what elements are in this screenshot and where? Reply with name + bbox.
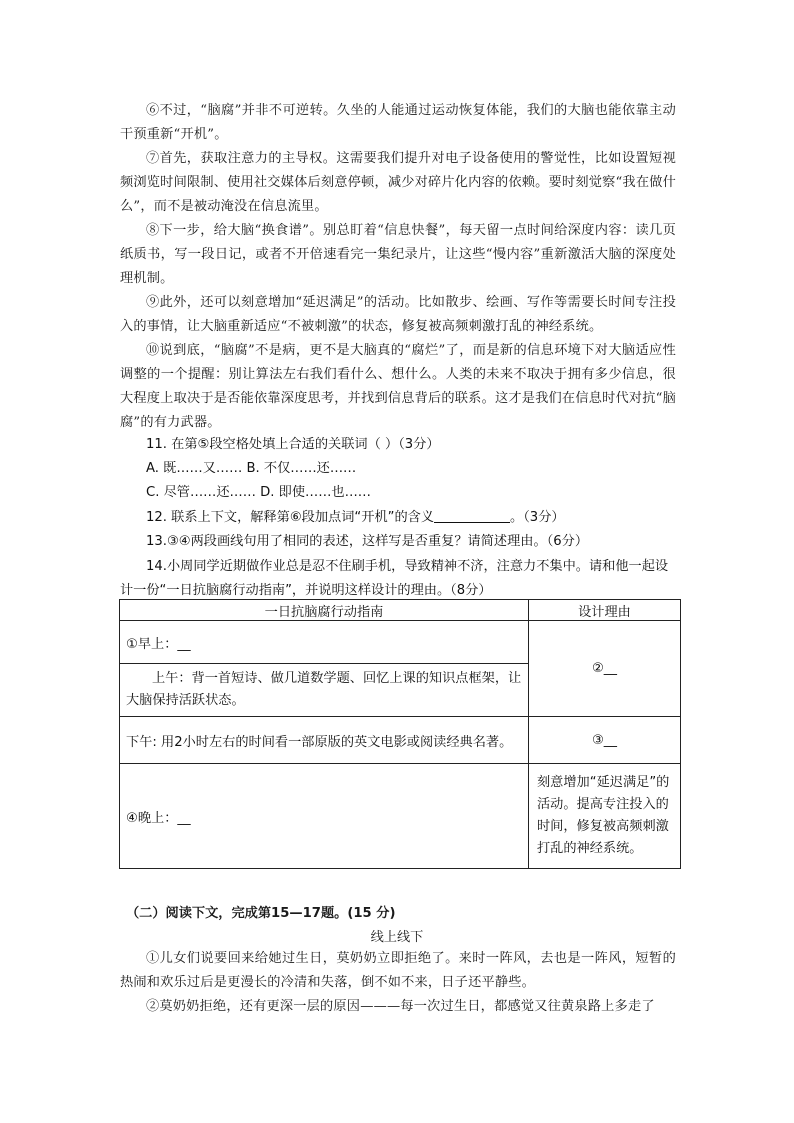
paragraph-7: ⑦首先，获取注意力的主导权。这需要我们提升对电子设备使用的警觉性，比如设置短视频浏览时间限制、使用社交媒体后刻意停顿，减少对碎片化内容的依赖。要时刻觉察“我在做什么”，而不是被动淹没在信息流里。 bbox=[120, 151, 676, 214]
question-12-score: 。（3分） bbox=[510, 510, 565, 525]
cell-reason-4: 刻意增加“延迟满足”的活动。提高专注投入的时间，修复被高频刺激打乱的神经系统。 bbox=[529, 764, 681, 869]
question-12-text: 12. 联系上下文，解释第⑥段加点词“开机”的含义 bbox=[146, 510, 435, 525]
question-12 bbox=[146, 507, 565, 529]
table-header-reason: 设计理由 bbox=[529, 600, 681, 621]
paragraph-s2-1: ①儿女们说要回来给她过生日，莫奶奶立即拒绝了。来时一阵风，去也是一阵风，短暂的热闹和欢乐过后是更漫长的冷清和失落，倒不如不来，日子还平静些。 bbox=[120, 951, 676, 990]
paragraph-s2-2: ②莫奶奶拒绝，还有更深一层的原因———每一次过生日，都感觉又往黄泉路上多走了 bbox=[146, 999, 655, 1014]
paragraph-8: ⑧下一步，给大脑“换食谱”。别总盯着“信息快餐”，每天留一点时间给深度内容：读几页纸质书，写一段日记，或者不开倍速看完一集纪录片，让这些“慢内容”重新激活大脑的深度处理机制。 bbox=[120, 223, 676, 286]
table-header-guide: 一日抗脑腐行动指南 bbox=[120, 600, 529, 621]
paragraph-10: ⑩说到底，“脑腐”不是病，更不是大脑真的“腐烂”了，而是新的信息环境下对大脑适应性调整的一个提醒：别让算法左右我们看什么、想什么。人类的未来不取决于拥有多少信息，很大程度上取决于是否能依靠深度思考，并找到信息背后的联系。这才是我们在信息时代对抗“脑腐”的有力武器。 bbox=[120, 343, 676, 430]
action-guide-table bbox=[119, 599, 681, 869]
cell-reason-2: ②__ bbox=[529, 621, 681, 717]
question-11-options-ab: A. 既……又…… B. 不仅……还…… bbox=[146, 461, 357, 476]
question-11: 11. 在第⑤段空格处填上合适的关联词（ ）（3分） bbox=[146, 437, 440, 452]
cell-evening: ④晚上：__ bbox=[120, 764, 529, 869]
cell-reason-3: ③__ bbox=[529, 717, 681, 764]
paragraph-9: ⑨此外，还可以刻意增加“延迟满足”的活动。比如散步、绘画、写作等需要长时间专注投入的事情，让大脑重新适应“不被刺激”的状态，修复被高频刺激打乱的神经系统。 bbox=[120, 295, 676, 334]
section-heading: （二）阅读下文，完成第15—17题。(15 分) bbox=[126, 906, 396, 921]
question-11-options-cd: C. 尽管……还…… D. 即使……也…… bbox=[146, 485, 371, 500]
cell-morning: ①早上：__ bbox=[120, 621, 529, 664]
question-14: 14.小周同学近期做作业总是忍不住刷手机，导致精神不济，注意力不集中。请和他一起设计一份“一日抗脑腐行动指南”，并说明这样设计的理由。（8分） bbox=[120, 559, 669, 598]
cell-forenoon: 上午：背一首短诗、做几道数学题、回忆上课的知识点框架，让大脑保持活跃状态。 bbox=[120, 664, 529, 717]
paragraph-6: ⑥不过，“脑腐”并非不可逆转。久坐的人能通过运动恢复体能，我们的大脑也能依靠主动干预重新“开机”。 bbox=[120, 103, 676, 142]
question-13: 13.③④两段画线句用了相同的表述，这样写是否重复？请简述理由。（6分） bbox=[146, 534, 589, 549]
answer-blank[interactable] bbox=[434, 508, 510, 523]
article-title: 线上线下 bbox=[370, 930, 424, 945]
cell-afternoon: 下午: 用2小时左右的时间看一部原版的英文电影或阅读经典名著。 bbox=[120, 717, 529, 764]
